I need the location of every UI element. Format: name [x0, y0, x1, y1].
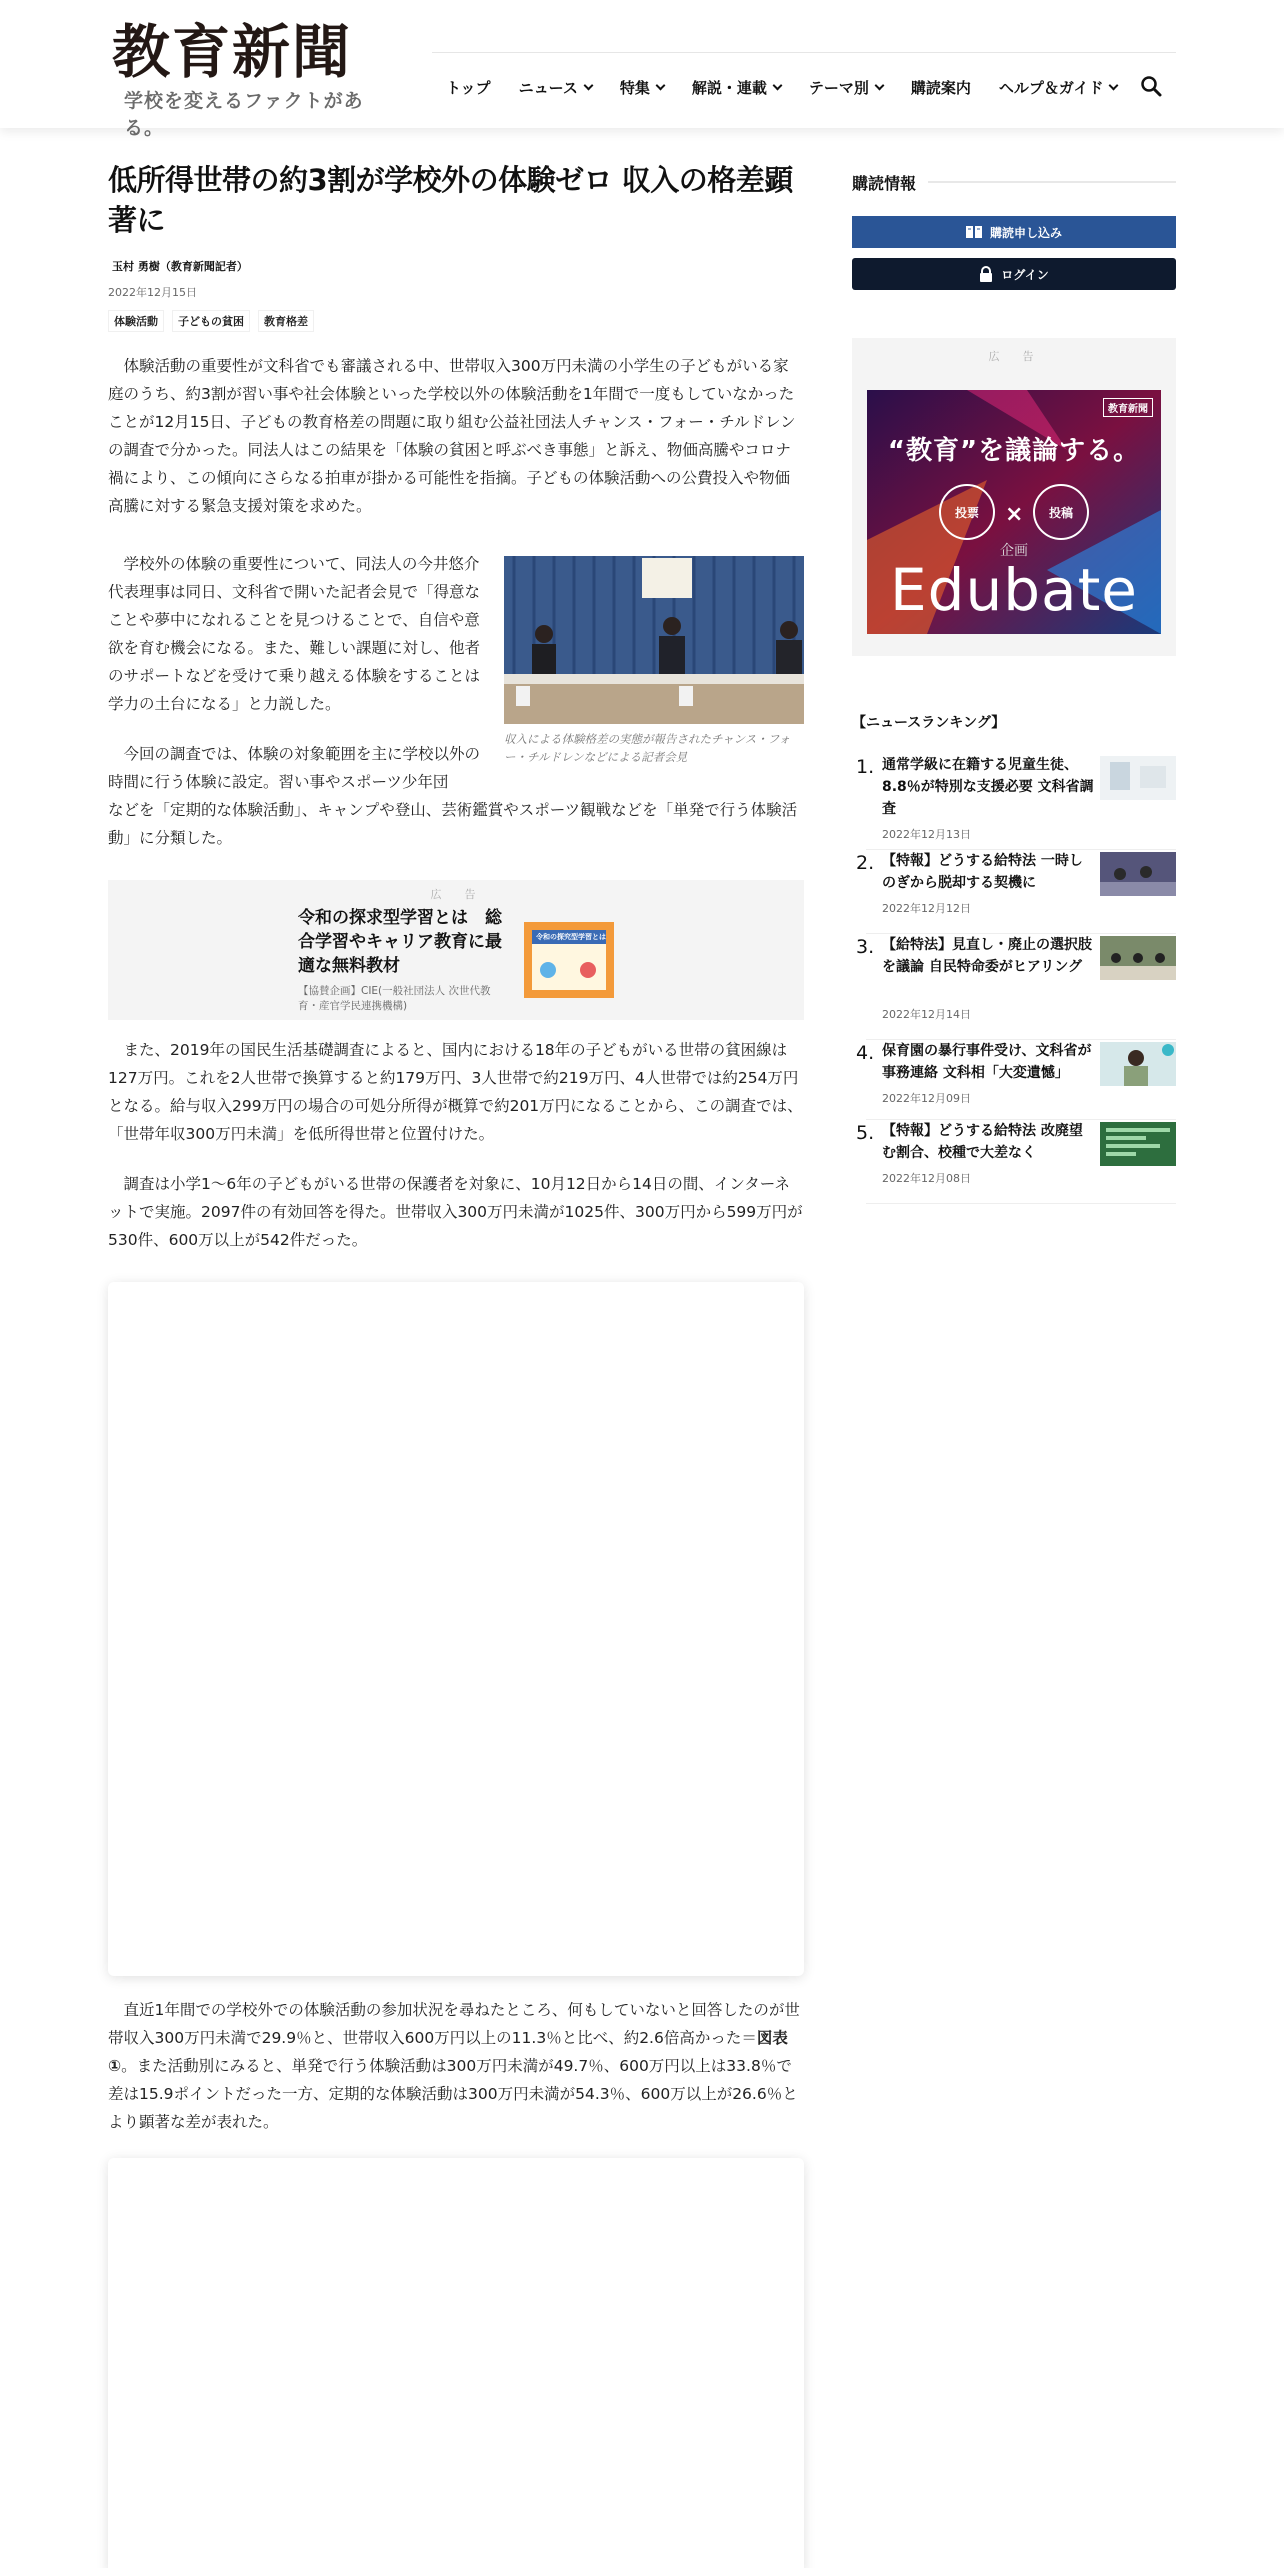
- rank-thumbnail[interactable]: [1100, 756, 1176, 800]
- figure-placeholder[interactable]: [108, 2158, 804, 2568]
- ad-title[interactable]: 令和の探求型学習とは 総合学習やキャリア教育に最適な無料教材: [298, 908, 502, 976]
- button-label: 購読申し込み: [989, 225, 1062, 240]
- banner-headline: “教育”を議論する。: [887, 436, 1141, 466]
- thumbnail-image: [1100, 1122, 1176, 1166]
- thumbnail-image: [1100, 1042, 1176, 1086]
- paragraph-text: 今回の調査では、体験の対象範囲を主に学校以外の時間に行う体験に設定。習い事やスポーツ少年団: [108, 745, 481, 791]
- rank-date: 2022年12月08日: [882, 1172, 971, 1185]
- article-paragraph: [108, 1996, 804, 2136]
- article-paragraph: [108, 740, 804, 852]
- rank-number: 5.: [856, 1122, 875, 1144]
- chevron-down-icon: [583, 80, 593, 90]
- article-date: 2022年12月15日: [108, 286, 197, 299]
- heading-text: 購読情報: [852, 173, 917, 193]
- article-paragraph: 学校外の体験の重要性について、同法人の今井悠介代表理事は同日、文科省で開いた記者会見で「得意なことや夢中になれることを見つけることで、自信や意欲を育む機会になる。また、難しい課題に対し、他者のサポートなどを受けて乗り越える体験をすることは学力の土台になる」と力説した。: [108, 555, 481, 713]
- tag-link[interactable]: 子どもの貧困: [172, 310, 250, 332]
- button-label: ログイン: [1001, 267, 1049, 282]
- edubate-banner[interactable]: [867, 390, 1161, 634]
- figure-placeholder[interactable]: [108, 1282, 804, 1976]
- inline-ad[interactable]: [108, 880, 804, 1020]
- nav-label: テーマ別: [808, 78, 869, 97]
- site-header: [0, 0, 1284, 139]
- rank-thumbnail[interactable]: [1100, 936, 1176, 980]
- subscribe-heading: [852, 160, 1176, 204]
- chevron-down-icon: [772, 80, 782, 90]
- chevron-down-icon: [874, 80, 884, 90]
- ranking-item[interactable]: [856, 934, 1176, 1040]
- article-paragraph: 調査は小学1～6年の子どもがいる世帯の保護者を対象に、10月12日から14日の間、インターネットで実施。2097件の有効回答を得た。世帯収入300万円未満が1025件、300万円から599万円が530件、600万以上が542件だった。: [108, 1175, 803, 1249]
- heading-rule: [928, 181, 1176, 183]
- book-icon: [966, 226, 982, 238]
- article-paragraph: 体験活動の重要性が文科省でも審議される中、世帯収入300万円未満の小学生の子どもがいる家庭のうち、約3割が習い事や社会体験といった学校以外の体験活動を1年間で一度もしていなかったことが12月15日、子どもの教育格差の問題に取り組む公益社団法人チャンス・フォー・チルドレンの調査で分かった。同法人はこの結果を「体験の貧困と呼ぶべき事態」と訴え、物価高騰やコロナ禍により、この傾向にさらなる拍車が掛かる可能性を指摘。子どもの体験活動への公費投入や物価高騰に対する緊急支援対策を求めた。: [108, 357, 796, 515]
- sidebar: [852, 160, 1176, 1185]
- tag-link[interactable]: 教育格差: [258, 310, 314, 332]
- rank-headline[interactable]: 保育園の暴行事件受け、文科省が事務連絡 文科相「大変遺憾」: [882, 1043, 1092, 1081]
- ranking-item[interactable]: [856, 1120, 1176, 1204]
- article-title: 低所得世帯の約3割が学校外の体験ゼロ 収入の格差顕著に: [108, 163, 793, 237]
- rank-date: 2022年12月12日: [882, 902, 971, 915]
- nav-label: トップ: [446, 78, 491, 97]
- rank-date: 2022年12月13日: [882, 828, 971, 841]
- ranking-item[interactable]: [856, 850, 1176, 934]
- figure-reference: 図表①: [108, 2029, 788, 2075]
- site-logo[interactable]: [112, 18, 382, 139]
- rank-number: 1.: [856, 756, 875, 778]
- rank-number: 3.: [856, 936, 875, 958]
- ad-thumbnail[interactable]: [524, 922, 614, 998]
- banner-project-label: 企画: [1000, 543, 1028, 559]
- press-conference-photo[interactable]: [504, 556, 804, 724]
- nav-item-commentary[interactable]: [678, 77, 795, 98]
- thumbnail-image: [1100, 852, 1176, 896]
- banner-post-circle: 投稿: [1033, 484, 1089, 540]
- banner-cross: ×: [1005, 502, 1024, 527]
- nav-label: ニュース: [518, 78, 578, 97]
- article-body: [108, 160, 804, 2560]
- thumbnail-image: [1100, 936, 1176, 980]
- nav-label: 購読案内: [910, 78, 971, 97]
- rank-headline[interactable]: 【特報】どうする給特法 一時しのぎから脱却する契機に: [882, 853, 1083, 891]
- nav-item-news[interactable]: [505, 77, 606, 98]
- banner-vote-circle: 投票: [939, 484, 995, 540]
- ranking-title: 【ニュースランキング】: [852, 715, 1006, 731]
- rank-headline[interactable]: 通常学級に在籍する児童生徒、8.8％が特別な支援必要 文科省調査: [882, 757, 1094, 817]
- ranking-list: [852, 754, 1176, 1204]
- nav-label: ヘルプ＆ガイド: [998, 78, 1104, 97]
- rank-thumbnail[interactable]: [1100, 1122, 1176, 1166]
- ranking-item[interactable]: [856, 754, 1176, 850]
- chevron-down-icon: [1109, 80, 1119, 90]
- rank-date: 2022年12月14日: [882, 1008, 971, 1021]
- nav-item-features[interactable]: [606, 77, 678, 98]
- photo-caption: 収入による体験格差の実態が報告されたチャンス・フォー・チルドレンなどによる記者会見: [504, 732, 791, 764]
- paragraph-text: 直近1年間での学校外での体験活動の参加状況を尋ねたところ、何もしていないと回答したのが世帯収入300万円未満で29.9％と、世帯収入600万円以上の11.3％と比べ、約2.6倍高かった＝: [108, 2001, 800, 2047]
- ad-image-text: 令和の探究型学習とは: [536, 933, 606, 941]
- logo-tagline: 学校を変えるファクトがある。: [124, 90, 364, 139]
- nav-label: 特集: [619, 78, 650, 97]
- nav-divider: [432, 52, 1176, 53]
- main-nav: [432, 62, 1131, 112]
- photo-image: [504, 556, 804, 724]
- lock-icon: [979, 266, 993, 282]
- rank-thumbnail[interactable]: [1100, 1042, 1176, 1086]
- paragraph-text: 。また活動別にみると、単発で行う体験活動は300万円未満が49.7％、600万円以上は33.8％で差は15.9ポイントだった一方、定期的な体験活動は300万円未満が54.3％、600万以上が26.6％とより顕著な差が表れた。: [108, 2057, 798, 2131]
- rank-number: 2.: [856, 852, 875, 874]
- rank-headline[interactable]: 【特報】どうする給特法 改廃望む割合、校種で大差なく: [882, 1123, 1083, 1161]
- rank-headline[interactable]: 【給特法】見直し・廃止の選択肢を議論 自民特命委がヒアリング: [882, 937, 1092, 975]
- login-button[interactable]: [852, 258, 1176, 290]
- subscribe-button[interactable]: [852, 216, 1176, 248]
- nav-label: 解説・連載: [691, 78, 767, 97]
- paragraph-text: などを「定期的な体験活動」、キャンプや登山、芸術鑑賞やスポーツ観戦などを「単発で行う体験活動」に分類した。: [108, 801, 798, 847]
- nav-item-top[interactable]: [432, 77, 505, 98]
- sidebar-ad: [852, 338, 1176, 656]
- article-paragraph: また、2019年の国民生活基礎調査によると、国内における18年の子どもがいる世帯の貧困線は127万円。これを2人世帯で換算すると約179万円、3人世帯で約219万円、4人世帯では約254万円となる。給与収入299万円の場合の可処分所得が概算で約201万円になることから、この調査では、「世帯年収300万円未満」を低所得世帯と位置付けた。: [108, 1041, 803, 1143]
- search-icon[interactable]: [1139, 74, 1163, 98]
- banner-publisher-tag: 教育新聞: [1103, 398, 1153, 417]
- rank-date: 2022年12月09日: [882, 1092, 971, 1105]
- chevron-down-icon: [655, 80, 665, 90]
- thumbnail-image: [1100, 756, 1176, 800]
- ad-label: 広 告: [988, 350, 1040, 363]
- rank-number: 4.: [856, 1042, 875, 1064]
- article-byline[interactable]: 玉村 勇樹（教育新聞記者）: [112, 260, 248, 273]
- tag-link[interactable]: 体験活動: [108, 310, 164, 332]
- banner-brand: Edubate: [889, 556, 1138, 624]
- nav-item-subscription[interactable]: [897, 77, 985, 98]
- rank-thumbnail[interactable]: [1100, 852, 1176, 896]
- ad-label: 広 告: [430, 888, 482, 901]
- nav-item-themes[interactable]: [795, 77, 897, 98]
- logo-wordmark: 教育新聞: [112, 18, 353, 86]
- ranking-item[interactable]: [856, 1040, 1176, 1120]
- nav-item-help[interactable]: [985, 77, 1132, 98]
- ad-sponsor: 【協賛企画】CIE(一般社団法人 次世代教育・産官学民連携機構): [298, 985, 491, 1012]
